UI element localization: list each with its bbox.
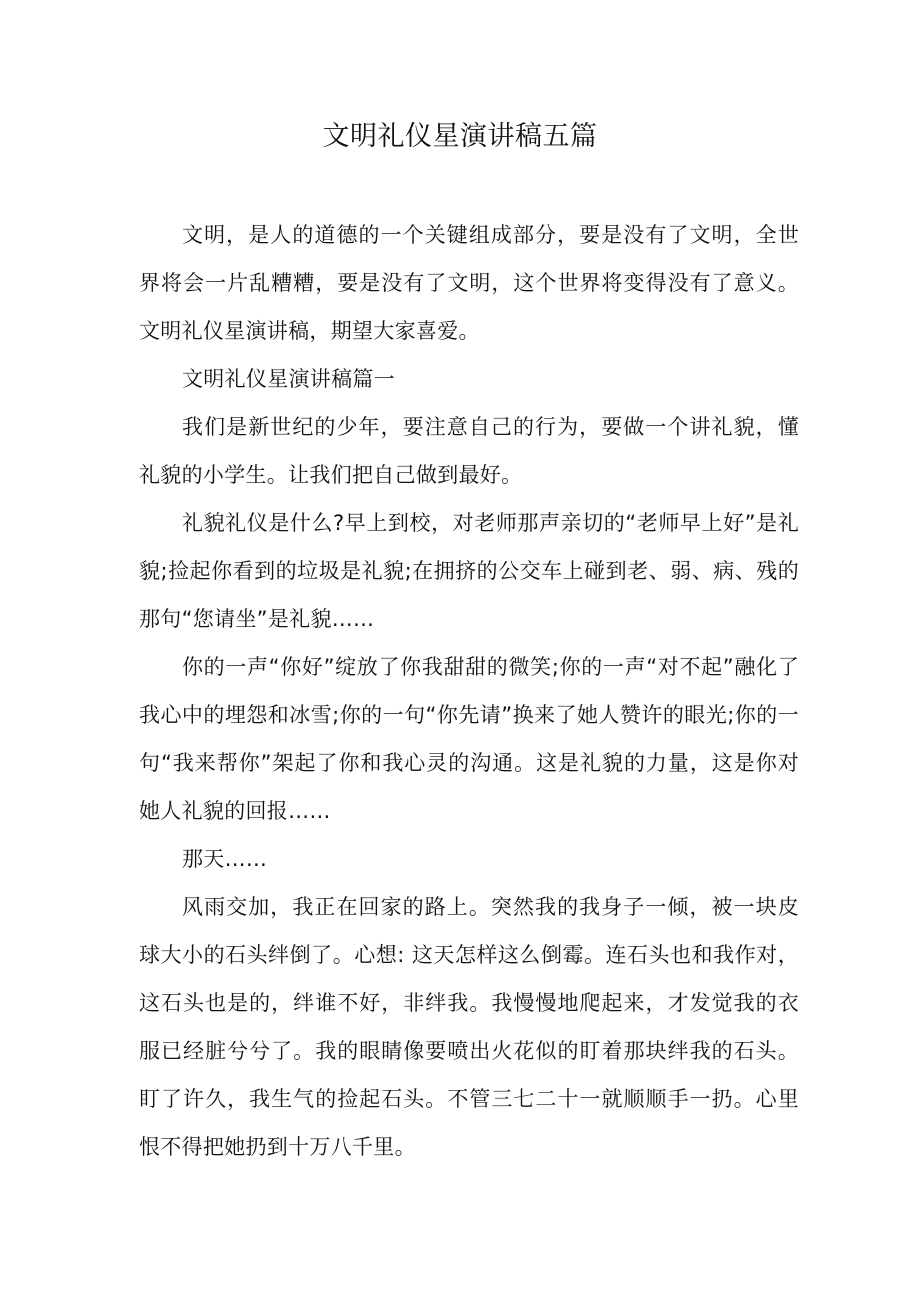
section-heading: 文明礼仪星演讲稿篇一 xyxy=(182,367,395,391)
intro-paragraph: 文明，是人的道德的一个关键组成部分，要是没有了文明，全世界将会一片乱糟糟，要是没有了文明，这个世界将变得没有了意义。文明礼仪星演讲稿，期望大家喜爱。 xyxy=(139,223,799,343)
body-paragraph: 我们是新世纪的少年，要注意自己的行为，要做一个讲礼貌，懂礼貌的小学生。让我们把自己做到最好。 xyxy=(139,415,799,487)
body-paragraph: 你的一声“你好”绽放了你我甜甜的微笑;你的一声“对不起”融化了我心中的埋怨和冰雪;你的一句“你先请”换来了她人赞许的眼光;你的一句“我来帮你”架起了你和我心灵的沟通。这是礼貌的力量，这是你对她人礼貌的回报…… xyxy=(139,655,799,823)
document-title: 文明礼仪星演讲稿五篇 xyxy=(322,121,598,152)
body-paragraph: 风雨交加，我正在回家的路上。突然我的我身子一倾，被一块皮球大小的石头绊倒了。心想: 这天怎样这么倒霉。连石头也和我作对，这石头也是的，绊谁不好，非绊我。我慢慢地爬起来，才发觉我的衣服已经脏兮兮了。我的眼睛像要喷出火花似的盯着那块绊我的石头。盯了许久，我生气的捡起石头。不管三七二十一就顺顺手一扔。心里恨不得把她扔到十万八千里。 xyxy=(139,895,799,1159)
body-paragraph: 礼貌礼仪是什么?早上到校，对老师那声亲切的“老师早上好”是礼貌;捡起你看到的垃圾是礼貌;在拥挤的公交车上碰到老、弱、病、残的那句“您请坐”是礼貌…… xyxy=(139,511,799,631)
body-paragraph: 那天…… xyxy=(182,847,268,871)
document-body xyxy=(139,211,799,1171)
